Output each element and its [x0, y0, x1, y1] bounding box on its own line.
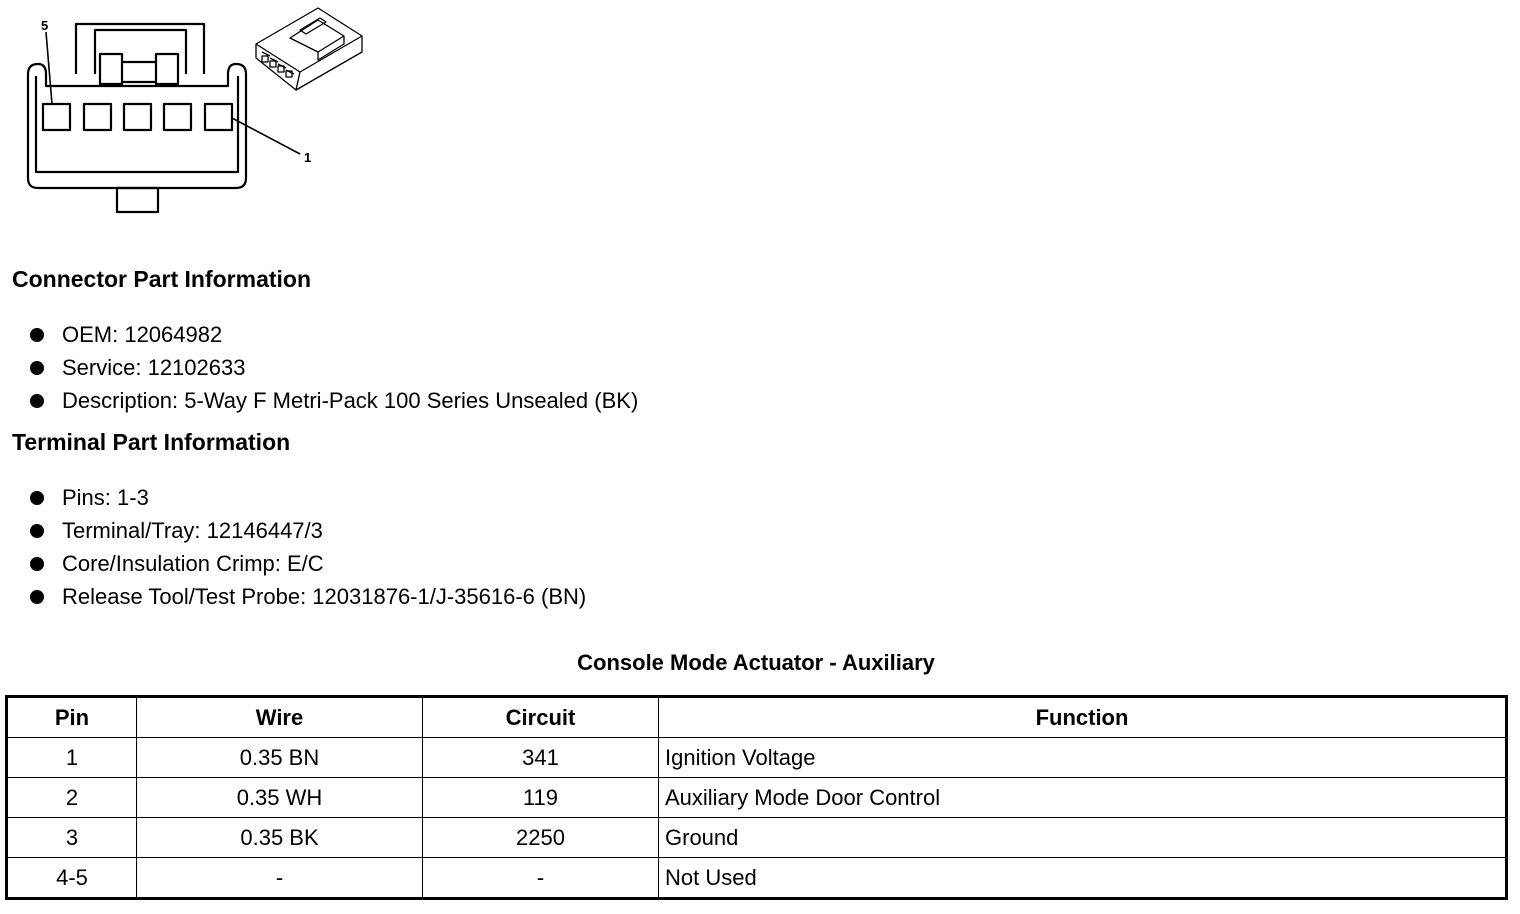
- cell-pin: 1: [7, 738, 137, 778]
- bullet-icon: [30, 524, 44, 538]
- list-item: [28, 547, 586, 580]
- list-item-text: Description: 5-Way F Metri-Pack 100 Series Unsealed (BK): [62, 388, 639, 413]
- cell-function: Ground: [659, 818, 1507, 858]
- column-header-pin: Pin: [7, 697, 137, 738]
- connector-info-heading: Connector Part Information: [12, 266, 312, 292]
- list-item: [28, 318, 638, 351]
- cell-wire: -: [137, 858, 423, 899]
- column-header-circuit: Circuit: [423, 697, 659, 738]
- list-item: [28, 351, 638, 384]
- cell-function: Not Used: [659, 858, 1507, 899]
- list-item: [28, 580, 586, 613]
- table-row: [7, 778, 1507, 818]
- cell-wire: 0.35 WH: [137, 778, 423, 818]
- list-item-text: Release Tool/Test Probe: 12031876-1/J-35616-6 (BN): [62, 584, 587, 609]
- table-title: Console Mode Actuator - Auxiliary: [577, 650, 935, 675]
- cell-function: Ignition Voltage: [659, 738, 1507, 778]
- bullet-icon: [30, 557, 44, 571]
- bullet-icon: [30, 361, 44, 375]
- cell-pin: 4-5: [7, 858, 137, 899]
- cell-circuit: -: [423, 858, 659, 899]
- pin1-callout: 1: [304, 150, 312, 165]
- cell-circuit: 119: [423, 778, 659, 818]
- cell-wire: 0.35 BK: [137, 818, 423, 858]
- bullet-icon: [30, 328, 44, 342]
- bullet-icon: [30, 491, 44, 505]
- connector-thumbnail-icon: [256, 8, 362, 90]
- terminal-info-heading: Terminal Part Information: [12, 429, 291, 455]
- table-row: [7, 818, 1507, 858]
- table-row: [7, 738, 1507, 778]
- connector-info-list: [28, 318, 638, 417]
- cell-pin: 2: [7, 778, 137, 818]
- connector-diagram: [0, 0, 380, 220]
- terminal-info-list: [28, 481, 586, 613]
- list-item: [28, 514, 586, 547]
- cell-circuit: 341: [423, 738, 659, 778]
- list-item-text: Pins: 1-3: [62, 485, 149, 510]
- pinout-table: [5, 695, 1508, 900]
- cell-circuit: 2250: [423, 818, 659, 858]
- bullet-icon: [30, 394, 44, 408]
- list-item-text: OEM: 12064982: [62, 322, 223, 347]
- list-item-text: Core/Insulation Crimp: E/C: [62, 551, 324, 576]
- bullet-icon: [30, 590, 44, 604]
- cell-pin: 3: [7, 818, 137, 858]
- list-item: [28, 384, 638, 417]
- table-row: [7, 858, 1507, 899]
- cell-function: Auxiliary Mode Door Control: [659, 778, 1507, 818]
- column-header-wire: Wire: [137, 697, 423, 738]
- table-header-row: [7, 697, 1507, 738]
- cell-wire: 0.35 BN: [137, 738, 423, 778]
- column-header-function: Function: [659, 697, 1507, 738]
- list-item-text: Service: 12102633: [62, 355, 246, 380]
- list-item-text: Terminal/Tray: 12146447/3: [62, 518, 323, 543]
- pin5-callout: 5: [41, 18, 49, 33]
- list-item: [28, 481, 586, 514]
